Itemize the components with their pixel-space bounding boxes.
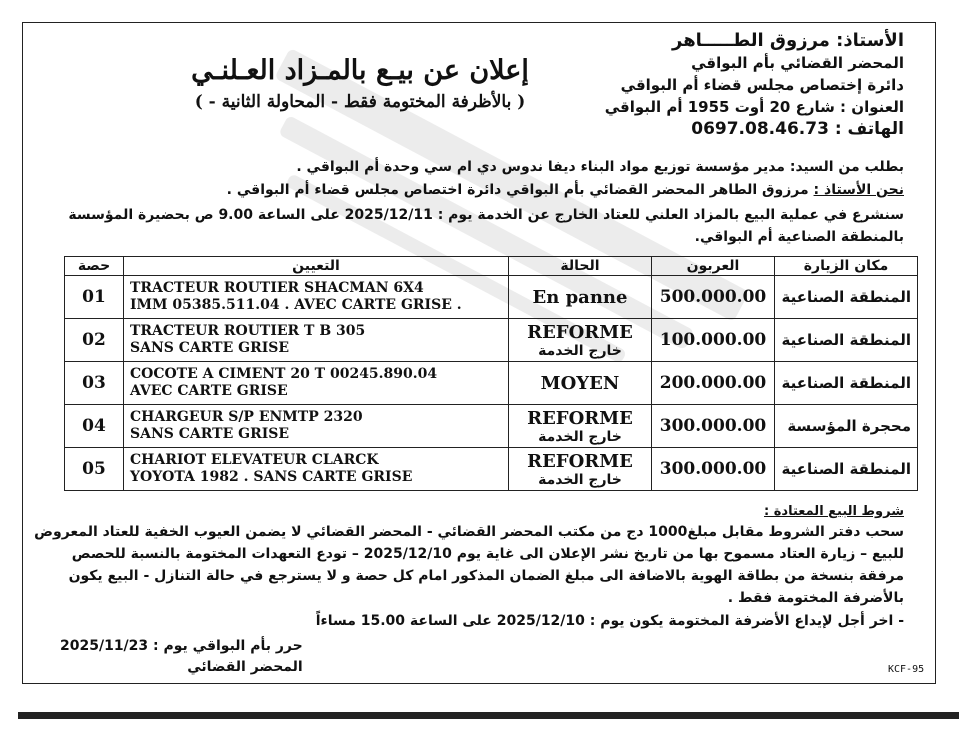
row-state bbox=[509, 319, 652, 362]
row-designation-line2: YOYOTA 1982 . SANS CARTE GRISE bbox=[130, 469, 413, 485]
row-place: المنطقة الصناعية bbox=[775, 362, 918, 405]
row-lot: 03 bbox=[65, 362, 124, 405]
row-price: 300.000.00 bbox=[652, 405, 775, 448]
table-row bbox=[65, 319, 918, 362]
row-lot: 02 bbox=[65, 319, 124, 362]
conditions-text: سحب دفتر الشروط مقابل مبلغ1000 دج من مكتب المحضر القضائي - المحضر القضائي لا يضمن العيوب الخفية للعتاد المعروض للبيع – زيارة العتاد مسموح بها من تاريخ نشر الإعلان الى غاية يوم 2025/12/10 – تودع التعهدات المختومة بالنسبة للحصص مرفقة بنسخة من بطاقة الهوية بالاضافة الى مبلغ الضمان المذكور امام كل حصة و لا يسترجع في حالة التنازل - البيع يكون بالأضرفة المختومة فقط . bbox=[34, 524, 904, 606]
signature-title: المحضر القضائي bbox=[187, 659, 303, 675]
row-designation bbox=[124, 448, 509, 491]
lawyer-address: العنوان : شارع 20 أوت 1955 أم البواقي bbox=[604, 98, 904, 116]
row-state-main: En panne bbox=[532, 286, 628, 308]
lawyer-phone: الهاتف : 0697.08.46.73 bbox=[691, 119, 904, 139]
row-state-main: REFORME bbox=[527, 321, 633, 343]
row-state bbox=[509, 362, 652, 405]
lawyer-name: الأستاذ: مرزوق الطـــــاهر bbox=[672, 30, 904, 51]
table-row bbox=[65, 362, 918, 405]
row-state-sub: خارج الخدمة bbox=[538, 471, 622, 488]
row-place: المنطقة الصناعية bbox=[775, 276, 918, 319]
row-designation-line2: SANS CARTE GRISE bbox=[130, 426, 290, 442]
row-designation-line1: COCOTE A CIMENT 20 T 00245.890.04 bbox=[130, 366, 438, 382]
header-price: العربون bbox=[652, 257, 775, 276]
row-lot: 01 bbox=[65, 276, 124, 319]
header-lot: حصة bbox=[65, 257, 124, 276]
row-state bbox=[509, 276, 652, 319]
row-state bbox=[509, 405, 652, 448]
title-sub: ( بالأظرفة المختومة فقط - المحاولة الثانية - ) bbox=[194, 92, 526, 112]
row-state-main: REFORME bbox=[527, 450, 633, 472]
lawyer-district: دائرة إختصاص مجلس قضاء أم البواقي bbox=[620, 76, 904, 94]
row-place: المنطقة الصناعية bbox=[775, 319, 918, 362]
bailiff-line bbox=[44, 180, 904, 200]
row-designation-line1: TRACTEUR ROUTIER SHACMAN 6X4 bbox=[130, 280, 424, 296]
row-designation-line2: AVEC CARTE GRISE bbox=[130, 383, 288, 399]
title-main: إعلان عن بيـع بالمـزاد العـلنـي bbox=[191, 55, 529, 86]
row-state bbox=[509, 448, 652, 491]
table-row bbox=[65, 448, 918, 491]
signature-date: حرر بأم البواقي يوم : 2025/11/23 bbox=[60, 638, 303, 654]
items-table bbox=[64, 256, 918, 491]
row-place: المنطقة الصناعية bbox=[775, 448, 918, 491]
row-state-main: REFORME bbox=[527, 407, 633, 429]
header-place: مكان الزيارة bbox=[775, 257, 918, 276]
row-designation-line1: CHARIOT ELEVATEUR CLARCK bbox=[130, 452, 379, 468]
row-designation-line2: IMM 05385.511.04 . AVEC CARTE GRISE . bbox=[130, 297, 462, 313]
row-price: 100.000.00 bbox=[652, 319, 775, 362]
table-header-row bbox=[65, 257, 918, 276]
row-state-sub: خارج الخدمة bbox=[538, 428, 622, 445]
row-designation bbox=[124, 362, 509, 405]
request-line: بطلب من السيد: مدير مؤسسة توزيع مواد البناء ديفا ندوس دي ام سي وحدة أم البواقي . bbox=[296, 159, 904, 175]
sale-date-line: سنشرع في عملية البيع بالمزاد العلني للعتاد الخارج عن الخدمة يوم : 2025/12/11 على الساعة 9.00 ص بحضيرة المؤسسة بالمنطقة الصناعية أم البواقي. bbox=[68, 207, 904, 245]
bottom-rule bbox=[18, 712, 959, 719]
row-state-sub: خارج الخدمة bbox=[538, 342, 622, 359]
row-designation bbox=[124, 319, 509, 362]
bailiff-label: نحن الأستاذ : bbox=[813, 182, 904, 198]
row-price: 300.000.00 bbox=[652, 448, 775, 491]
document-code: KCF-95 bbox=[888, 664, 925, 675]
header-designation: التعيين bbox=[124, 257, 509, 276]
row-designation bbox=[124, 405, 509, 448]
row-designation-line1: TRACTEUR ROUTIER T B 305 bbox=[130, 323, 366, 339]
lawyer-role: المحضر القضائي بأم البواقي bbox=[691, 54, 904, 72]
row-designation bbox=[124, 276, 509, 319]
row-lot: 04 bbox=[65, 405, 124, 448]
conditions-title: شروط البيع المعتادة : bbox=[764, 504, 904, 519]
row-state-main: MOYEN bbox=[540, 372, 620, 394]
bailiff-text: مرزوق الطاهر المحضر القضائي بأم البواقي دائرة اختصاص مجلس قضاء أم البواقي . bbox=[226, 182, 814, 198]
row-designation-line2: SANS CARTE GRISE bbox=[130, 340, 290, 356]
announcement-title bbox=[160, 55, 560, 112]
header-state: الحالة bbox=[509, 257, 652, 276]
signature-block bbox=[60, 636, 303, 678]
row-designation-line1: CHARGEUR S/P ENMTP 2320 bbox=[130, 409, 363, 425]
deadline-line: - اخر أجل لإيداع الأضرفة المختومة يكون يوم : 2025/12/10 على الساعة 15.00 مساءاً bbox=[315, 613, 904, 629]
row-lot: 05 bbox=[65, 448, 124, 491]
table-row bbox=[65, 405, 918, 448]
table-row bbox=[65, 276, 918, 319]
row-price: 200.000.00 bbox=[652, 362, 775, 405]
bailiff-header bbox=[604, 30, 904, 140]
row-place: محجرة المؤسسة bbox=[775, 405, 918, 448]
row-price: 500.000.00 bbox=[652, 276, 775, 319]
